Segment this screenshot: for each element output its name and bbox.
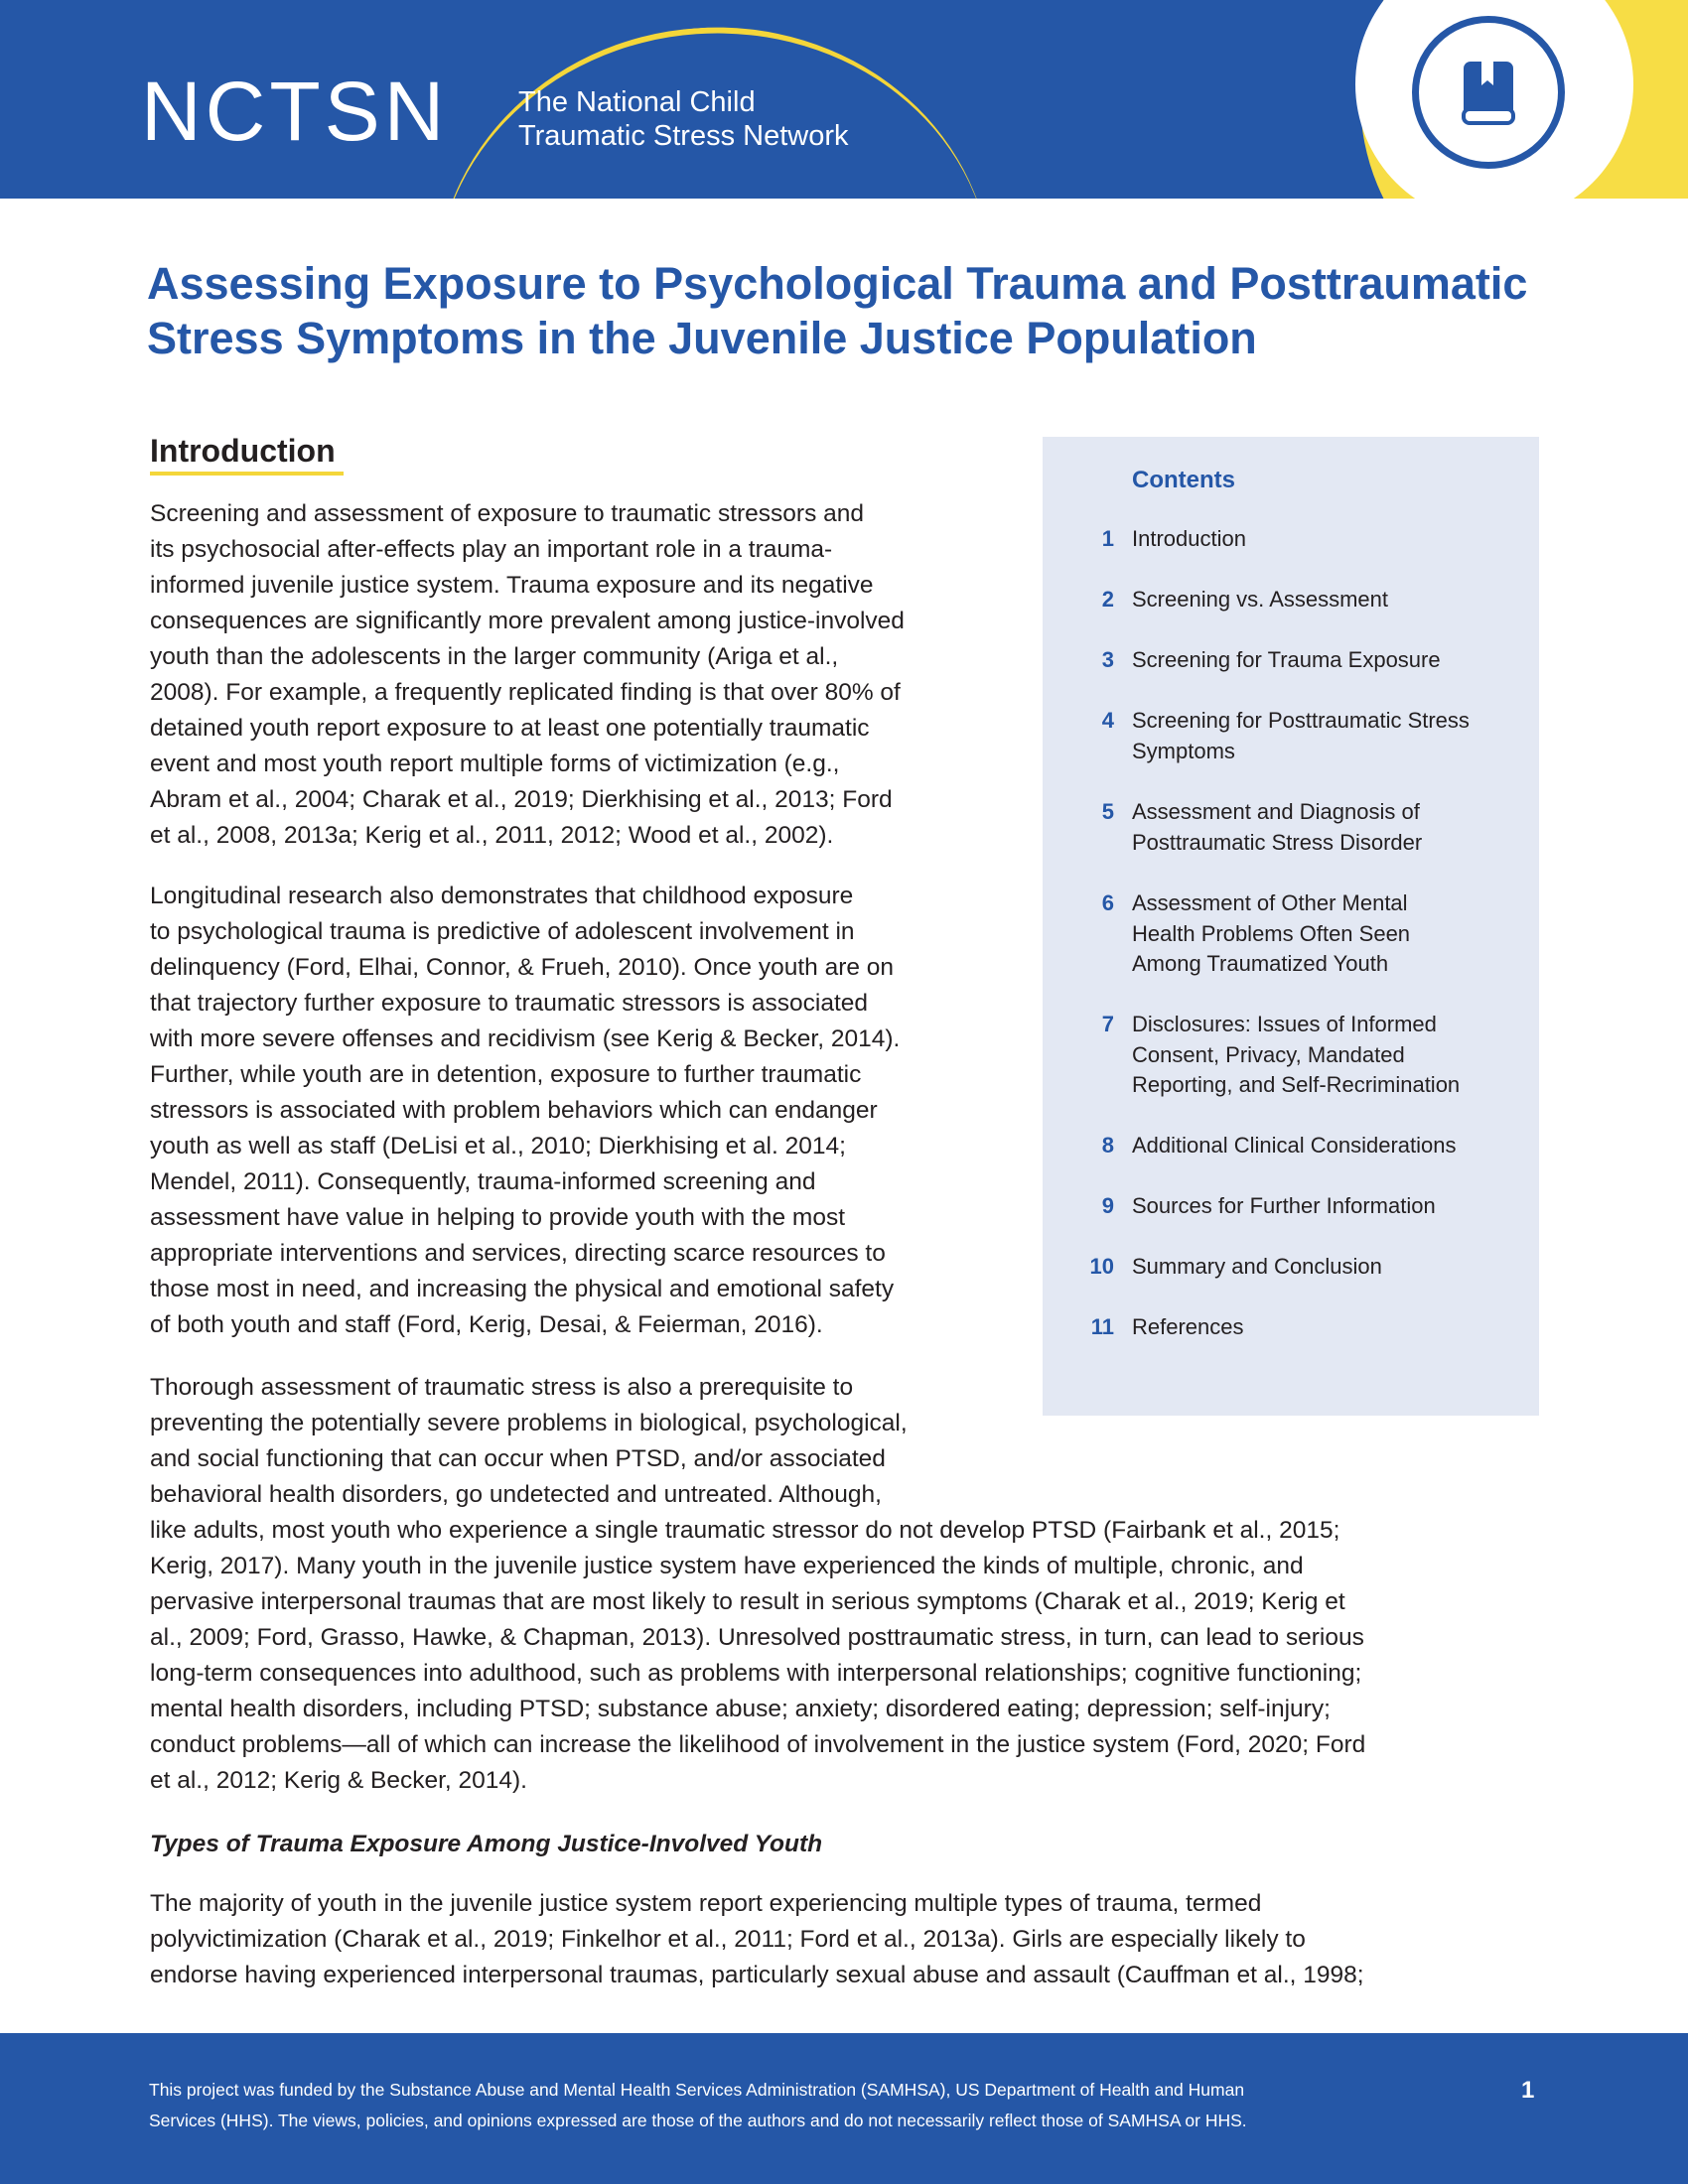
contents-item-number: 7 [1101,1012,1114,1036]
text-line: polyvictimization (Charak et al., 2019; Finkelhor et al., 2011; Ford et al., 2013a). Girls are especially likely to [150,1926,1306,1953]
paragraph-4 [150,1886,1364,1993]
contents-item-label [1132,1131,1529,1161]
contents-item-clinical-considerations[interactable] [1043,1131,1539,1191]
contents-item-line: Summary and Conclusion [1132,1254,1382,1279]
page-number: 1 [1521,2077,1535,2104]
contents-item-line: Sources for Further Information [1132,1193,1436,1218]
contents-item-line: Assessment and Diagnosis of [1132,799,1420,824]
text-line: with more severe offenses and recidivism (see Kerig & Becker, 2014). [150,1025,901,1052]
contents-item-number: 1 [1101,526,1114,551]
paragraph-2 [150,879,900,1343]
contents-item-label [1132,1252,1529,1283]
contents-item-screening-ptss[interactable] [1043,706,1539,797]
contents-item-number: 9 [1101,1193,1114,1218]
text-line: that trajectory further exposure to traumatic stressors is associated [150,990,869,1017]
contents-item-number: 11 [1090,1314,1114,1339]
text-line: Mendel, 2011). Consequently, trauma-informed screening and [150,1168,816,1195]
contents-heading: Contents [1132,467,1235,493]
text-line: its psychosocial after-effects play an important role in a trauma- [150,536,833,563]
text-line: to psychological trauma is predictive of adolescent involvement in [150,918,855,945]
contents-item-line: Health Problems Often Seen [1132,920,1411,946]
contents-item-line: Among Traumatized Youth [1132,951,1389,976]
contents-item-line: Reporting, and Self-Recrimination [1132,1072,1461,1097]
contents-item-number: 6 [1101,890,1114,915]
text-line: assessment have value in helping to provide youth with the most [150,1204,846,1231]
contents-item-line: Introduction [1132,526,1246,551]
contents-item-number: 3 [1101,647,1114,672]
contents-item-introduction[interactable] [1043,524,1539,585]
contents-item-label [1132,524,1529,555]
contents-item-line: Additional Clinical Considerations [1132,1133,1457,1158]
contents-item-label [1132,888,1529,980]
contents-item-line: Consent, Privacy, Mandated [1132,1041,1405,1067]
text-line: The majority of youth in the juvenile justice system report experiencing multiple types of trauma, termed [150,1890,1262,1917]
text-line: appropriate interventions and services, directing scarce resources to [150,1240,886,1267]
contents-item-label [1132,797,1529,858]
contents-item-assessment-ptsd[interactable] [1043,797,1539,888]
text-line: endorse having experienced interpersonal traumas, particularly sexual abuse and assault (Cauffman et al., 1998; [150,1962,1364,1988]
text-line: behavioral health disorders, go undetected and untreated. Although, [150,1481,882,1508]
funding-disclaimer [149,2075,1247,2136]
text-line: those most in need, and increasing the physical and emotional safety [150,1276,895,1302]
text-line: delinquency (Ford, Elhai, Connor, & Frueh, 2010). Once youth are on [150,954,895,981]
text-line: conduct problems—all of which can increase the likelihood of involvement in the justice system (Ford, 2020; Ford [150,1731,1366,1758]
text-line: et al., 2012; Kerig & Becker, 2014). [150,1767,527,1794]
section-heading-introduction: Introduction [150,433,336,469]
contents-item-line: Screening for Posttraumatic Stress [1132,708,1470,733]
title-line: Assessing Exposure to Psychological Trauma and Posttraumatic [147,258,1528,309]
contents-box [1043,437,1539,1416]
logo-wordmark: NCTSN [141,65,449,158]
contents-item-label [1132,645,1529,676]
document-title [147,256,1557,365]
text-line: of both youth and staff (Ford, Kerig, Desai, & Feierman, 2016). [150,1311,823,1338]
contents-item-line: References [1132,1314,1244,1339]
contents-item-line: Screening vs. Assessment [1132,587,1389,612]
contents-item-label [1132,1010,1529,1101]
paragraph-1 [150,496,905,854]
contents-item-number: 4 [1101,708,1114,733]
contents-item-line: Assessment of Other Mental [1132,890,1408,915]
logo-subtitle-line: The National Child [518,86,756,118]
text-line: pervasive interpersonal traumas that are most likely to result in serious symptoms (Charak et al., 2019; Kerig et [150,1588,1345,1615]
logo-subtitle-line: Traumatic Stress Network [518,120,849,152]
contents-item-label [1132,585,1529,615]
text-line: stressors is associated with problem behaviors which can endanger [150,1097,878,1124]
text-line: Screening and assessment of exposure to traumatic stressors and [150,500,865,527]
text-line: et al., 2008, 2013a; Kerig et al., 2011, 2012; Wood et al., 2002). [150,822,834,849]
text-line: Longitudinal research also demonstrates that childhood exposure [150,883,854,909]
contents-item-summary[interactable] [1043,1252,1539,1312]
text-line: like adults, most youth who experience a single traumatic stressor do not develop PTSD (Fairbank et al., 2015; [150,1517,1340,1544]
text-line: Thorough assessment of traumatic stress is also a prerequisite to [150,1374,854,1401]
text-line: long-term consequences into adulthood, such as problems with interpersonal relationships; cognitive functioning; [150,1660,1362,1687]
text-line: informed juvenile justice system. Trauma exposure and its negative [150,572,874,599]
contents-item-line: Posttraumatic Stress Disorder [1132,829,1423,855]
subheading-trauma-types: Types of Trauma Exposure Among Justice-Involved Youth [150,1831,823,1857]
text-line: mental health disorders, including PTSD; substance abuse; anxiety; disordered eating; depression; self-injury; [150,1696,1331,1722]
contents-item-line: Symptoms [1132,738,1235,763]
text-line: and social functioning that can occur when PTSD, and/or associated [150,1445,886,1472]
text-line: event and most youth report multiple forms of victimization (e.g., [150,751,840,777]
contents-item-number: 8 [1101,1133,1114,1158]
contents-item-line: Disclosures: Issues of Informed [1132,1012,1437,1036]
contents-item-number: 2 [1101,587,1114,612]
contents-item-references[interactable] [1043,1312,1539,1373]
text-line: preventing the potentially severe problems in biological, psychological, [150,1410,908,1436]
heading-underline [150,472,344,476]
contents-item-disclosures[interactable] [1043,1010,1539,1131]
contents-item-number: 5 [1101,799,1114,824]
text-line: youth as well as staff (DeLisi et al., 2010; Dierkhising et al. 2014; [150,1133,846,1160]
contents-item-label [1132,706,1529,766]
text-line: 2008). For example, a frequently replicated finding is that over 80% of [150,679,901,706]
contents-item-screening-vs-assessment[interactable] [1043,585,1539,645]
text-line: Abram et al., 2004; Charak et al., 2019; Dierkhising et al., 2013; Ford [150,786,893,813]
page-header [0,0,1688,199]
text-line: Kerig, 2017). Many youth in the juvenile justice system have experienced the kinds of multiple, chronic, and [150,1553,1304,1579]
text-line: Further, while youth are in detention, exposure to further traumatic [150,1061,862,1088]
paragraph-3 [150,1370,1365,1799]
contents-item-label [1132,1312,1529,1343]
text-line: detained youth report exposure to at least one potentially traumatic [150,715,870,742]
book-icon [1452,56,1525,129]
text-line: al., 2009; Ford, Grasso, Hawke, & Chapman, 2013). Unresolved posttraumatic stress, in turn, can lead to serious [150,1624,1364,1651]
footer-line: This project was funded by the Substance Abuse and Mental Health Services Administration (SAMHSA), US Department of Health and Human [149,2080,1245,2100]
contents-item-label [1132,1191,1529,1222]
contents-item-other-mental-health[interactable] [1043,888,1539,1010]
page-footer [0,2033,1688,2184]
text-line: consequences are significantly more prevalent among justice-involved [150,608,905,634]
contents-item-sources[interactable] [1043,1191,1539,1252]
contents-item-screening-trauma-exposure[interactable] [1043,645,1539,706]
contents-item-number: 10 [1089,1254,1114,1279]
contents-list [1043,524,1539,1373]
logo-subtitle [518,85,849,153]
footer-line: Services (HHS). The views, policies, and opinions expressed are those of the authors and do not necessarily reflect those of SAMHSA or HHS. [149,2111,1247,2130]
text-line: youth than the adolescents in the larger community (Ariga et al., [150,643,839,670]
contents-item-line: Screening for Trauma Exposure [1132,647,1441,672]
title-line: Stress Symptoms in the Juvenile Justice Population [147,313,1257,363]
